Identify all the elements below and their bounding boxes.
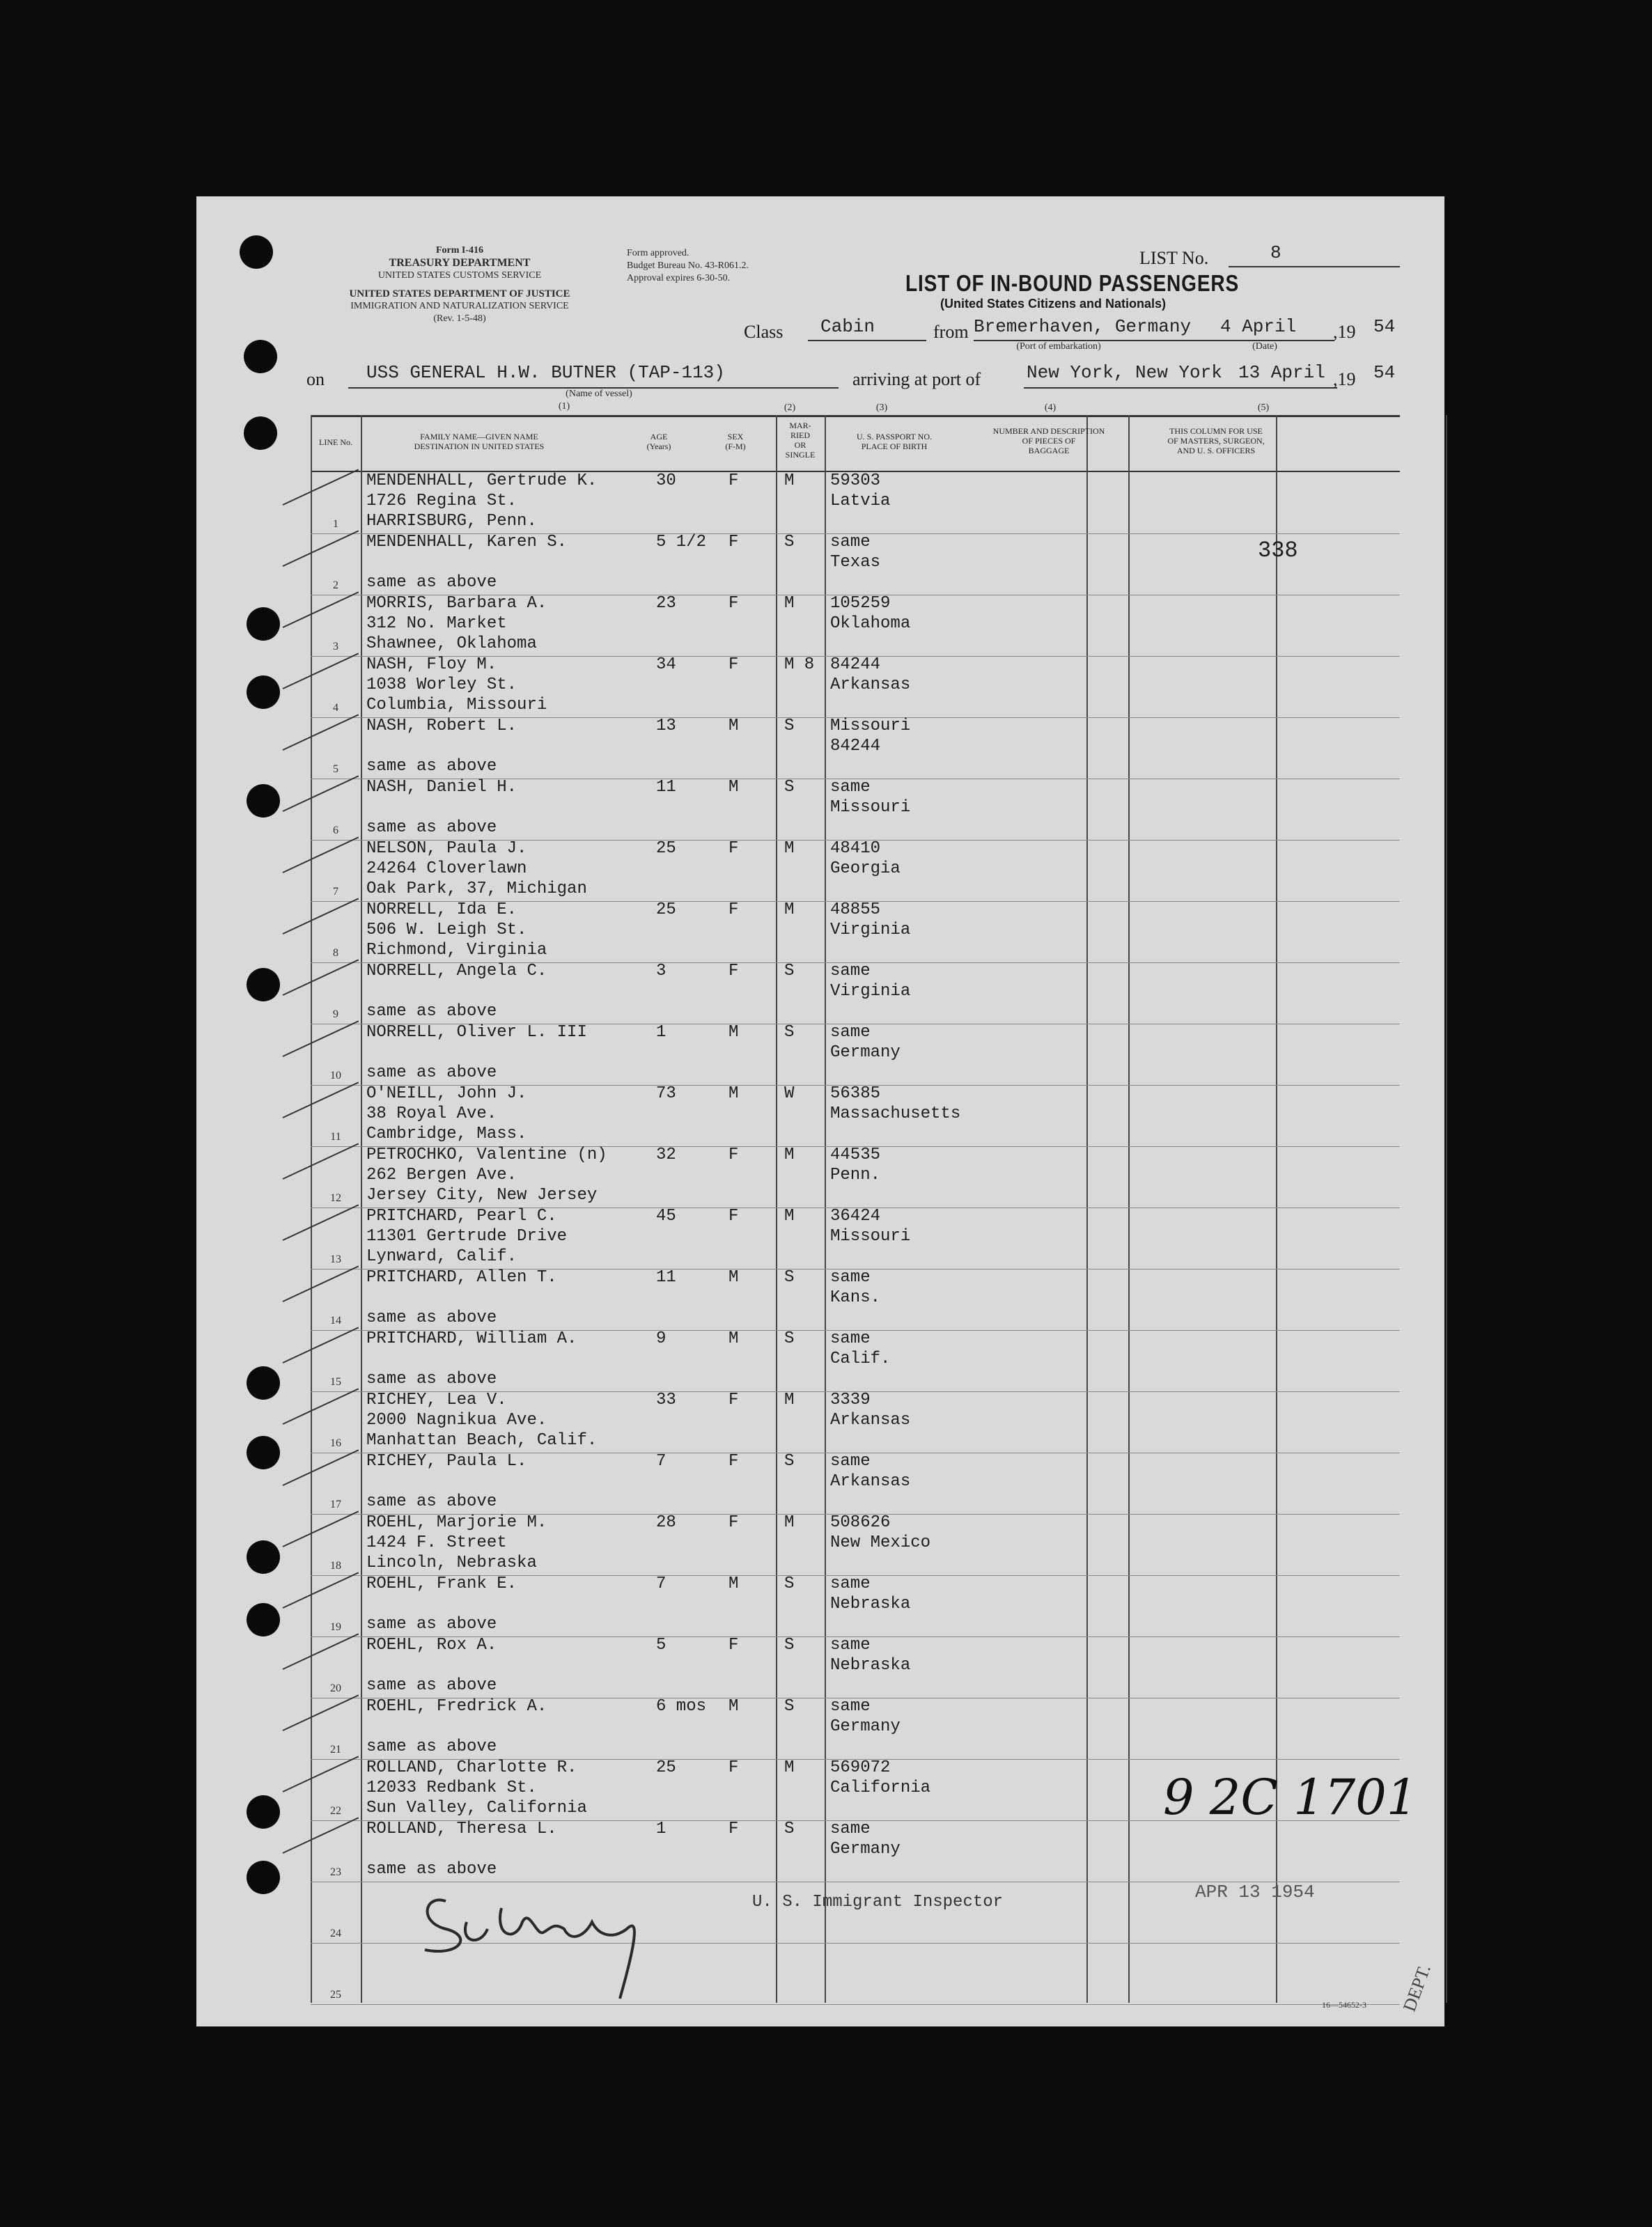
table-row <box>311 1453 1400 1515</box>
passenger-marital-status: S <box>784 778 795 797</box>
passenger-name-destination: ROEHL, Frank E. same as above <box>366 1574 517 1634</box>
justice-department: UNITED STATES DEPARTMENT OF JUSTICE <box>349 288 570 299</box>
passenger-marital-status: M 8 <box>784 655 815 674</box>
passenger-name-destination: MORRIS, Barbara A. 312 No. Market Shawnee, Oklahoma <box>366 594 547 653</box>
passenger-name-destination: NELSON, Paula J. 24264 Cloverlawn Oak Park, 37, Michigan <box>366 839 587 898</box>
passenger-sex: F <box>728 1820 739 1838</box>
passenger-sex: M <box>728 1268 739 1287</box>
vessel-caption: (Name of vessel) <box>566 389 632 399</box>
departure-date: 4 April <box>1220 316 1297 337</box>
passenger-marital-status: M <box>784 471 795 490</box>
passenger-marital-status: S <box>784 1023 795 1042</box>
line-number: 3 <box>333 641 338 653</box>
line-number: 14 <box>330 1315 341 1327</box>
table-row <box>311 1330 1400 1392</box>
passenger-sex: M <box>728 778 739 797</box>
passenger-age: 11 <box>656 1268 676 1287</box>
passenger-sex: F <box>728 655 739 674</box>
year-1: 54 <box>1373 316 1396 337</box>
col-num-2: (2) <box>784 403 796 413</box>
passenger-sex: F <box>728 1636 739 1655</box>
line-number: 9 <box>333 1008 338 1020</box>
approval-expires: Approval expires 6-30-50. <box>627 273 731 283</box>
manifest-title: LIST OF IN-BOUND PASSENGERS <box>905 270 1240 296</box>
line-number: 12 <box>330 1192 341 1204</box>
table-row <box>311 472 1400 534</box>
punch-hole <box>247 675 280 709</box>
year-2: 54 <box>1373 362 1396 383</box>
year-prefix-2: ,19 <box>1333 369 1356 389</box>
punch-hole <box>247 784 280 818</box>
line-number: 19 <box>330 1621 341 1633</box>
table-row <box>311 779 1400 841</box>
passenger-marital-status: S <box>784 1329 795 1348</box>
passenger-name-destination: PRITCHARD, Pearl C. 11301 Gertrude Drive Lynward, Calif. <box>366 1207 568 1266</box>
passenger-name-destination: MENDENHALL, Gertrude K. 1726 Regina St. HARRISBURG, Penn. <box>366 471 598 531</box>
passport-and-birthplace: same Arkansas <box>830 1452 911 1491</box>
passport-and-birthplace: 59303 Latvia <box>830 471 891 510</box>
passenger-marital-status: S <box>784 1574 795 1593</box>
line-number: 22 <box>330 1805 341 1817</box>
col-header-name: FAMILY NAME—GIVEN NAME DESTINATION IN UNITED STATES <box>414 432 545 451</box>
line-number: 13 <box>330 1253 341 1265</box>
passenger-sex: M <box>728 1329 739 1348</box>
passport-and-birthplace: 44535 Penn. <box>830 1146 881 1185</box>
table-row <box>311 840 1400 902</box>
passenger-name-destination: ROEHL, Fredrick A. same as above <box>366 1697 547 1756</box>
passenger-age: 7 <box>656 1452 667 1471</box>
passport-and-birthplace: same Missouri <box>830 778 911 817</box>
line-number: 5 <box>333 763 338 775</box>
table-row <box>311 1208 1400 1269</box>
table-row <box>311 1391 1400 1453</box>
line-number: 1 <box>333 518 338 530</box>
passenger-sex: F <box>728 1758 739 1777</box>
passenger-marital-status: M <box>784 1207 795 1226</box>
line-number: 15 <box>330 1376 341 1388</box>
passenger-marital-status: S <box>784 717 795 735</box>
line-number: 21 <box>330 1744 341 1756</box>
punch-hole <box>247 1861 280 1894</box>
passenger-age: 32 <box>656 1146 676 1164</box>
passenger-sex: F <box>728 900 739 919</box>
col-header-baggage: NUMBER AND DESCRIPTION OF PIECES OF BAGGAGE <box>992 426 1105 455</box>
passenger-marital-status: S <box>784 1452 795 1471</box>
passport-and-birthplace: same Nebraska <box>830 1636 911 1675</box>
passport-and-birthplace: Missouri 84244 <box>830 717 911 756</box>
passenger-name-destination: MENDENHALL, Karen S. same as above <box>366 533 568 592</box>
passenger-name-destination: ROEHL, Rox A. same as above <box>366 1636 497 1695</box>
col-header-sex: SEX (F-M) <box>725 432 746 451</box>
line-number: 8 <box>333 947 338 959</box>
passport-and-birthplace: 48410 Georgia <box>830 839 901 878</box>
table-row <box>311 1024 1400 1086</box>
punch-hole <box>240 235 273 269</box>
passenger-age: 6 mos <box>656 1697 707 1716</box>
punch-hole <box>247 1436 280 1469</box>
col-header-officers: THIS COLUMN FOR USE OF MASTERS, SURGEON, AND U. S. OFFICERS <box>1167 426 1265 455</box>
line-number: 4 <box>333 702 338 714</box>
passenger-sex: F <box>728 962 739 980</box>
punch-hole <box>247 968 280 1001</box>
passenger-sex: F <box>728 1513 739 1532</box>
class-value: Cabin <box>820 316 875 337</box>
arrival-date: 13 April <box>1238 362 1325 383</box>
passenger-age: 5 1/2 <box>656 533 707 552</box>
passenger-age: 25 <box>656 1758 676 1777</box>
form-number: Form I-416 <box>435 245 484 256</box>
passenger-age: 9 <box>656 1329 667 1348</box>
table-row <box>311 1820 1400 1882</box>
passenger-name-destination: NORRELL, Ida E. 506 W. Leigh St. Richmond, Virginia <box>366 900 547 960</box>
passenger-name-destination: NASH, Robert L. same as above <box>366 717 517 776</box>
passport-and-birthplace: 56385 Massachusetts <box>830 1084 961 1123</box>
treasury-department: TREASURY DEPARTMENT <box>389 257 531 269</box>
passport-and-birthplace: 84244 Arkansas <box>830 655 911 694</box>
passenger-name-destination: NORRELL, Angela C. same as above <box>366 962 547 1021</box>
col-num-5: (5) <box>1257 403 1270 413</box>
passenger-name-destination: PETROCHKO, Valentine (n) 262 Bergen Ave. Jersey City, New Jersey <box>366 1146 607 1205</box>
table-row <box>311 962 1400 1024</box>
passenger-name-destination: RICHEY, Paula L. same as above <box>366 1452 527 1511</box>
col-header-age: AGE (Years) <box>646 432 671 451</box>
table-row <box>311 1085 1400 1147</box>
table-row <box>311 1269 1400 1331</box>
ins-service: IMMIGRATION AND NATURALIZATION SERVICE <box>350 301 569 311</box>
passenger-name-destination: ROEHL, Marjorie M. 1424 F. Street Lincoln, Nebraska <box>366 1513 547 1572</box>
inspector-signature <box>418 1880 724 2006</box>
passport-and-birthplace: same Texas <box>830 533 881 572</box>
table-row <box>311 1575 1400 1637</box>
col-header-passport: U. S. PASSPORT NO. PLACE OF BIRTH <box>857 432 932 451</box>
table-row <box>311 1514 1400 1576</box>
passport-and-birthplace: same Virginia <box>830 962 911 1001</box>
passenger-marital-status: S <box>784 1697 795 1716</box>
passenger-sex: F <box>728 1452 739 1471</box>
passenger-age: 1 <box>656 1820 667 1838</box>
passenger-name-destination: NASH, Floy M. 1038 Worley St. Columbia, Missouri <box>366 655 547 714</box>
table-row <box>311 656 1400 718</box>
passenger-sex: M <box>728 1697 739 1716</box>
passport-and-birthplace: 48855 Virginia <box>830 900 911 939</box>
passport-and-birthplace: same Germany <box>830 1023 901 1062</box>
passenger-age: 28 <box>656 1513 676 1532</box>
table-row <box>311 1146 1400 1208</box>
passenger-table <box>311 415 1400 2003</box>
passport-and-birthplace: 105259 Oklahoma <box>830 594 911 633</box>
manifest-subtitle: (United States Citizens and Nationals) <box>940 297 1167 311</box>
passenger-sex: F <box>728 1207 739 1226</box>
vessel-col-num: (1) <box>558 401 570 412</box>
year-prefix-1: ,19 <box>1333 322 1356 342</box>
list-no-label: LIST No. <box>1139 248 1209 268</box>
passenger-age: 3 <box>656 962 667 980</box>
line-number: 6 <box>333 825 338 836</box>
inspector-title: U. S. Immigrant Inspector <box>752 1893 1004 1912</box>
passenger-sex: M <box>728 717 739 735</box>
passenger-marital-status: M <box>784 839 795 858</box>
passenger-marital-status: M <box>784 1513 795 1532</box>
table-row <box>311 1698 1400 1760</box>
class-label: Class <box>744 322 784 342</box>
passenger-sex: M <box>728 1574 739 1593</box>
passenger-age: 33 <box>656 1391 676 1409</box>
date-caption: (Date) <box>1252 341 1277 352</box>
passport-and-birthplace: same Calif. <box>830 1329 891 1368</box>
line-number: 2 <box>333 579 338 591</box>
customs-service: UNITED STATES CUSTOMS SERVICE <box>377 270 542 281</box>
passport-and-birthplace: 36424 Missouri <box>830 1207 911 1246</box>
port-of-embarkation: Bremerhaven, Germany <box>974 316 1192 337</box>
line-number: 16 <box>330 1437 341 1449</box>
punch-hole <box>244 340 277 373</box>
line-number: 7 <box>333 886 338 898</box>
passenger-age: 34 <box>656 655 676 674</box>
budget-bureau: Budget Bureau No. 43-R061.2. <box>627 260 749 271</box>
line-number: 10 <box>330 1070 341 1081</box>
passenger-marital-status: S <box>784 1268 795 1287</box>
from-label: from <box>933 322 969 342</box>
passenger-name-destination: RICHEY, Lea V. 2000 Nagnikua Ave. Manhattan Beach, Calif. <box>366 1391 598 1450</box>
passenger-age: 25 <box>656 839 676 858</box>
passport-and-birthplace: same Germany <box>830 1697 901 1736</box>
passenger-sex: F <box>728 1146 739 1164</box>
passenger-marital-status: M <box>784 1146 795 1164</box>
passenger-age: 45 <box>656 1207 676 1226</box>
passenger-sex: F <box>728 839 739 858</box>
passport-and-birthplace: 569072 California <box>830 1758 931 1797</box>
corner-stamp: DEPT. <box>1398 1962 1435 2015</box>
passenger-marital-status: S <box>784 533 795 552</box>
passenger-sex: F <box>728 594 739 613</box>
passenger-sex: M <box>728 1023 739 1042</box>
form-approved: Form approved. <box>627 248 689 258</box>
line-number: 25 <box>330 1989 341 2001</box>
passenger-name-destination: ROLLAND, Charlotte R. 12033 Redbank St. Sun Valley, California <box>366 1758 587 1818</box>
passenger-name-destination: NASH, Daniel H. same as above <box>366 778 517 837</box>
col-num-3: (3) <box>875 403 888 413</box>
list-no-line <box>1229 266 1400 267</box>
list-no-value: 8 <box>1270 242 1281 263</box>
passenger-marital-status: S <box>784 962 795 980</box>
table-row <box>311 595 1400 657</box>
arrival-port: New York, New York <box>1027 362 1222 383</box>
officer-notes: 338 <box>1258 538 1298 563</box>
passenger-sex: F <box>728 471 739 490</box>
passenger-age: 25 <box>656 900 676 919</box>
passenger-age: 7 <box>656 1574 667 1593</box>
passenger-age: 13 <box>656 717 676 735</box>
punch-hole <box>247 1603 280 1636</box>
passport-and-birthplace: same Nebraska <box>830 1574 911 1613</box>
punch-hole <box>244 416 277 450</box>
passenger-name-destination: PRITCHARD, William A. same as above <box>366 1329 577 1389</box>
passenger-age: 1 <box>656 1023 667 1042</box>
passport-and-birthplace: same Germany <box>830 1820 901 1859</box>
line-number: 24 <box>330 1928 341 1939</box>
form-revision: (Rev. 1-5-48) <box>433 313 486 324</box>
passenger-name-destination: O'NEILL, John J. 38 Royal Ave. Cambridge, Mass. <box>366 1084 527 1143</box>
passenger-age: 11 <box>656 778 676 797</box>
line-number: 23 <box>330 1866 341 1878</box>
punch-hole <box>247 1795 280 1829</box>
passenger-age: 5 <box>656 1636 667 1655</box>
class-line <box>808 340 926 341</box>
officer-handwritten-note: 9 2C 1701 <box>1163 1769 1418 1826</box>
col-divider <box>1446 415 1447 2003</box>
passenger-marital-status: S <box>784 1636 795 1655</box>
received-date-stamp: APR 13 1954 <box>1195 1882 1315 1902</box>
passenger-marital-status: M <box>784 1758 795 1777</box>
vessel-name: USS GENERAL H.W. BUTNER (TAP-113) <box>366 362 725 383</box>
passenger-marital-status: M <box>784 1391 795 1409</box>
passenger-sex: F <box>728 1391 739 1409</box>
passenger-marital-status: M <box>784 900 795 919</box>
passenger-name-destination: ROLLAND, Theresa L. same as above <box>366 1820 557 1879</box>
punch-hole <box>247 1366 280 1400</box>
table-row <box>311 533 1400 595</box>
punch-hole <box>247 1540 280 1574</box>
passenger-sex: F <box>728 533 739 552</box>
passport-and-birthplace: 3339 Arkansas <box>830 1391 911 1430</box>
passenger-age: 73 <box>656 1084 676 1103</box>
arrival-line <box>1024 387 1337 389</box>
passenger-sex: M <box>728 1084 739 1103</box>
passenger-age: 23 <box>656 594 676 613</box>
passenger-marital-status: S <box>784 1820 795 1838</box>
passenger-age: 30 <box>656 471 676 490</box>
col-header-marital: MAR- RIED OR SINGLE <box>785 421 816 460</box>
passenger-marital-status: W <box>784 1084 795 1103</box>
arriving-label: arriving at port of <box>852 369 981 389</box>
line-number: 20 <box>330 1682 341 1694</box>
on-label: on <box>306 369 325 389</box>
passenger-marital-status: M <box>784 594 795 613</box>
passenger-name-destination: NORRELL, Oliver L. III same as above <box>366 1023 587 1082</box>
form-print-code: 16—54652-3 <box>1322 2000 1366 2010</box>
col-header-line: LINE No. <box>319 437 352 447</box>
passport-and-birthplace: 508626 New Mexico <box>830 1513 931 1552</box>
passenger-name-destination: PRITCHARD, Allen T. same as above <box>366 1268 557 1327</box>
col-num-4: (4) <box>1044 403 1057 413</box>
line-number: 17 <box>330 1499 341 1510</box>
port-of-embarkation-caption: (Port of embarkation) <box>1016 341 1101 352</box>
table-row <box>311 1636 1400 1698</box>
table-row <box>311 901 1400 963</box>
table-row <box>311 717 1400 779</box>
line-number: 11 <box>330 1131 341 1143</box>
line-number: 18 <box>330 1560 341 1572</box>
passport-and-birthplace: same Kans. <box>830 1268 881 1307</box>
punch-hole <box>247 607 280 641</box>
